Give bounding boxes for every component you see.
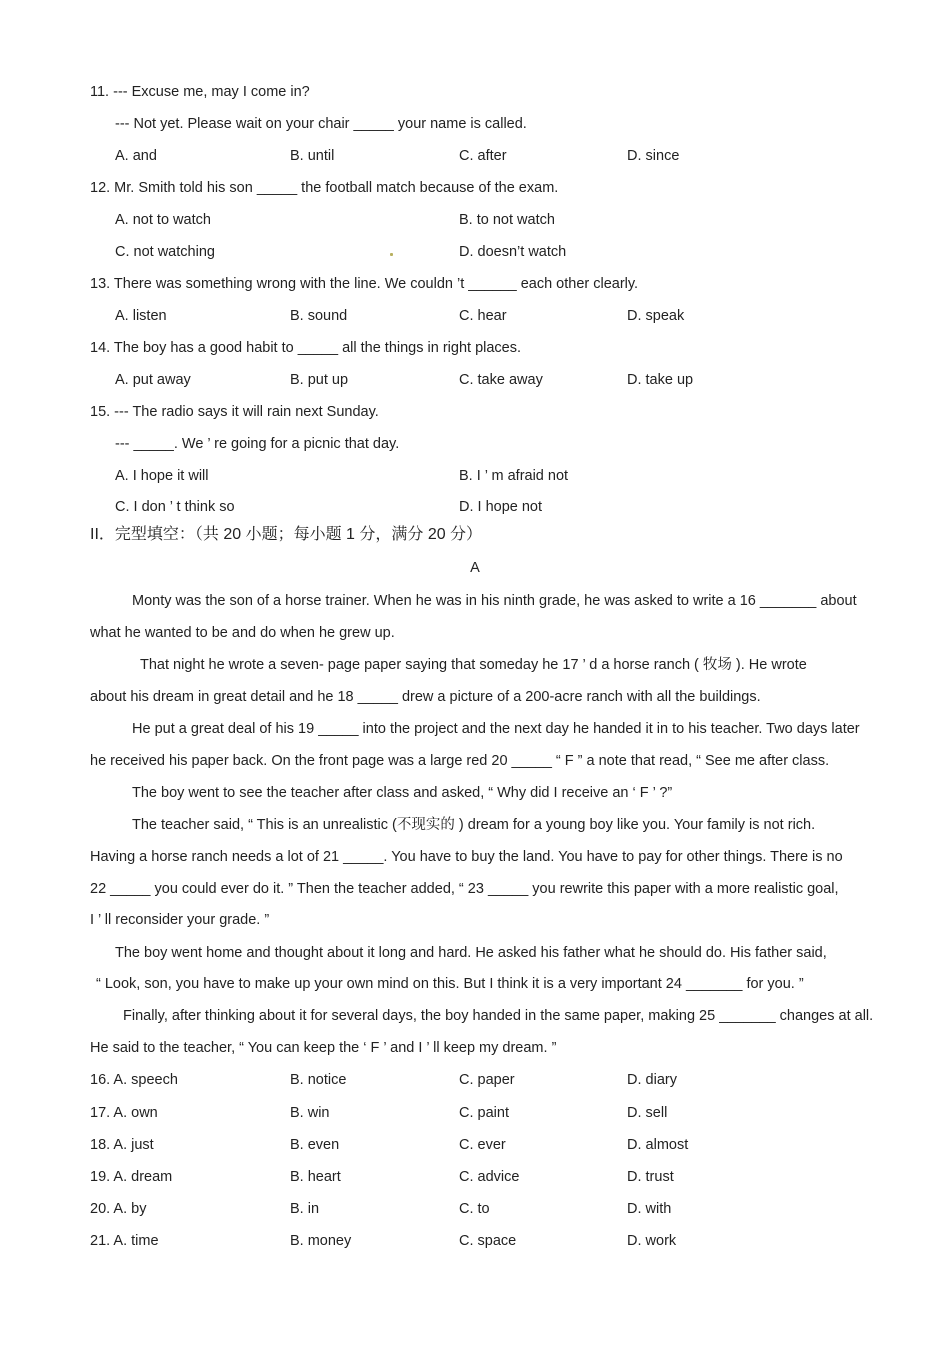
passage-line: about his dream in great detail and he 18 _____ drew a picture of a 200-acre ranch with all the buildings. xyxy=(90,689,761,705)
question-11-stem-line2: --- Not yet. Please wait on your chair _____ your name is called. xyxy=(115,116,527,132)
question-11-stem: 11. --- Excuse me, may I come in? xyxy=(90,84,310,100)
cloze-16-option-d: D. diary xyxy=(627,1072,677,1088)
cloze-21-option-d: D. work xyxy=(627,1233,677,1249)
question-12-option-a: A. not to watch xyxy=(115,212,211,228)
passage-line: he received his paper back. On the front page was a large red 20 _____ “ F ” a note that read, “ See me after class. xyxy=(90,753,830,769)
question-14-option-d: D. take up xyxy=(627,372,694,388)
cloze-16-option-a: 16. A. speech xyxy=(90,1072,178,1088)
section-heading: II．完型填空：（共 20 小题；每小题 1 分，满分 20 分） xyxy=(90,526,483,543)
question-15-stem-line2: --- _____. We ’ re going for a picnic that day. xyxy=(115,436,400,452)
question-14-option-c: C. take away xyxy=(459,372,543,388)
passage-line: He said to the teacher, “ You can keep the ‘ F ’ and I ’ ll keep my dream. ” xyxy=(90,1040,557,1056)
cloze-20-option-a: 20. A. by xyxy=(90,1201,147,1217)
passage-line: The boy went to see the teacher after class and asked, “ Why did I receive an ‘ F ’ ?” xyxy=(132,785,673,801)
cloze-17-option-d: D. sell xyxy=(627,1105,668,1121)
cloze-17-option-b: B. win xyxy=(290,1105,330,1121)
question-14-stem: 14. The boy has a good habit to _____ all the things in right places. xyxy=(90,340,522,356)
question-11-option-d: D. since xyxy=(627,148,680,164)
cloze-19-option-c: C. advice xyxy=(459,1169,520,1185)
passage-line: The boy went home and thought about it long and hard. He asked his father what he should do. His father said, xyxy=(115,945,827,961)
cloze-20-option-b: B. in xyxy=(290,1201,320,1217)
question-12-stem: 12. Mr. Smith told his son _____ the football match because of the exam. xyxy=(90,180,559,196)
speck-mark xyxy=(390,253,393,256)
question-12-option-b: B. to not watch xyxy=(459,212,555,228)
question-14-option-b: B. put up xyxy=(290,372,349,388)
cloze-18-option-d: D. almost xyxy=(627,1137,689,1153)
question-15-option-b: B. I ’ m afraid not xyxy=(459,468,569,484)
question-13-option-a: A. listen xyxy=(115,308,167,324)
cloze-18-option-b: B. even xyxy=(290,1137,340,1153)
question-15-option-a: A. I hope it will xyxy=(115,468,209,484)
passage-line: “ Look, son, you have to make up your own mind on this. But I think it is a very important 24 _______ for you. ” xyxy=(96,976,804,992)
question-13-option-d: D. speak xyxy=(627,308,685,324)
passage-line: He put a great deal of his 19 _____ into the project and the next day he handed it in to his teacher. Two days later xyxy=(132,721,860,737)
question-11-option-a: A. and xyxy=(115,148,157,164)
question-14-option-a: A. put away xyxy=(115,372,191,388)
question-15-stem: 15. --- The radio says it will rain next Sunday. xyxy=(90,404,379,420)
passage-line: Having a horse ranch needs a lot of 21 _____. You have to buy the land. You have to pay for other things. There is no xyxy=(90,849,843,865)
cloze-19-option-d: D. trust xyxy=(627,1169,674,1185)
cloze-19-option-b: B. heart xyxy=(290,1169,341,1185)
cloze-20-option-c: C. to xyxy=(459,1201,490,1217)
passage-line: I ’ ll reconsider your grade. ” xyxy=(90,912,270,928)
passage-line: Finally, after thinking about it for several days, the boy handed in the same paper, making 25 _______ changes at all. xyxy=(123,1008,874,1024)
question-15-option-c: C. I don ’ t think so xyxy=(115,499,235,515)
question-11-option-c: C. after xyxy=(459,148,507,164)
passage-line: what he wanted to be and do when he grew up. xyxy=(90,625,395,641)
cloze-19-option-a: 19. A. dream xyxy=(90,1169,173,1185)
cloze-16-option-c: C. paper xyxy=(459,1072,515,1088)
passage-line: The teacher said, “ This is an unrealistic (不现实的 ) dream for a young boy like you. Your family is not rich. xyxy=(132,817,816,833)
question-13-option-c: C. hear xyxy=(459,308,507,324)
question-13-option-b: B. sound xyxy=(290,308,348,324)
cloze-18-option-a: 18. A. just xyxy=(90,1137,154,1153)
passage-label: A xyxy=(470,560,480,576)
cloze-18-option-c: C. ever xyxy=(459,1137,506,1153)
cloze-21-option-b: B. money xyxy=(290,1233,352,1249)
cloze-17-option-a: 17. A. own xyxy=(90,1105,158,1121)
question-11-option-b: B. until xyxy=(290,148,335,164)
question-15-option-d: D. I hope not xyxy=(459,499,543,515)
cloze-17-option-c: C. paint xyxy=(459,1105,509,1121)
passage-line: 22 _____ you could ever do it. ” Then the teacher added, “ 23 _____ you rewrite this paper with a more realistic goal, xyxy=(90,881,839,897)
passage-line: Monty was the son of a horse trainer. When he was in his ninth grade, he was asked to write a 16 _______ about xyxy=(132,593,857,609)
cloze-21-option-a: 21. A. time xyxy=(90,1233,159,1249)
passage-line: That night he wrote a seven- page paper saying that someday he 17 ’ d a horse ranch ( 牧场 ). He wrote xyxy=(140,657,807,673)
question-12-option-c: C. not watching xyxy=(115,244,215,260)
cloze-21-option-c: C. space xyxy=(459,1233,517,1249)
question-13-stem: 13. There was something wrong with the line. We couldn ’t ______ each other clearly. xyxy=(90,276,639,292)
cloze-20-option-d: D. with xyxy=(627,1201,672,1217)
question-12-option-d: D. doesn’t watch xyxy=(459,244,567,260)
cloze-16-option-b: B. notice xyxy=(290,1072,347,1088)
